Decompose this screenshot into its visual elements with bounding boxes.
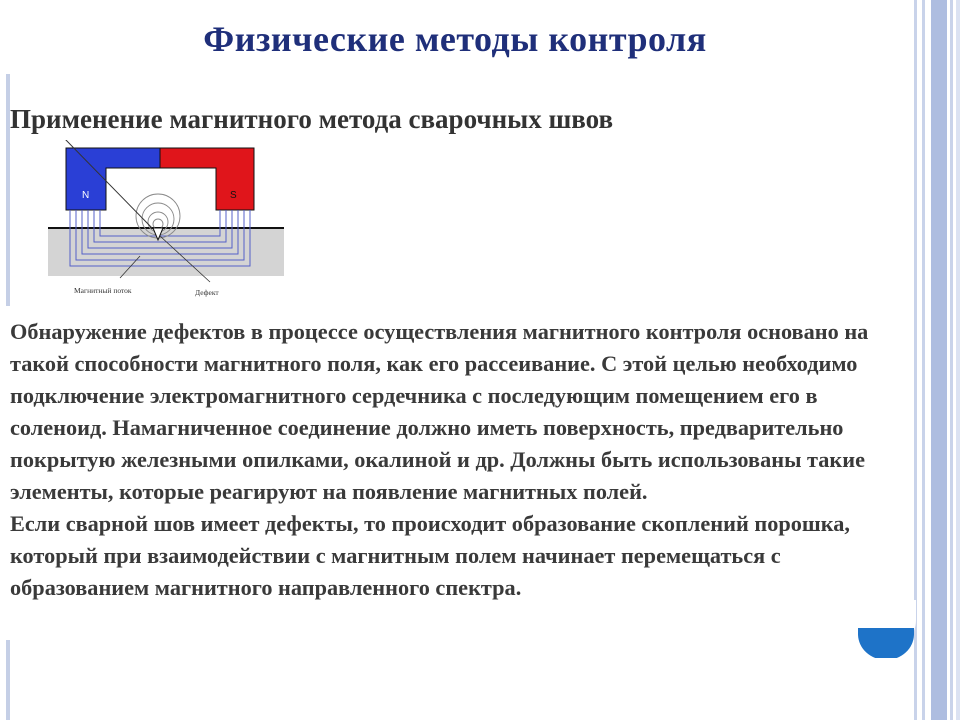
corner-decor-circle bbox=[856, 600, 916, 658]
body-text bbox=[10, 316, 910, 604]
flux-label: Магнитный поток bbox=[74, 286, 132, 295]
magnetic-method-diagram bbox=[40, 140, 300, 305]
pole-south-label: S bbox=[230, 190, 237, 201]
slide-subtitle: Применение магнитного метода сварочных швов bbox=[10, 104, 614, 134]
defect-label: Дефект bbox=[195, 288, 219, 297]
specimen-block bbox=[48, 228, 284, 276]
right-decor-stripes bbox=[914, 0, 960, 720]
pole-north-label: N bbox=[82, 190, 90, 201]
paragraph-2: Если сварной шов имеет дефекты, то происходит образование скоплений порошка, который при взаимодействии с магнитным полем начинает перемещаться с образованием магнитного направленного спектра. bbox=[10, 511, 850, 600]
magnet-north bbox=[66, 148, 160, 210]
left-decor-line-bottom bbox=[6, 640, 10, 720]
paragraph-1: Обнаружение дефектов в процессе осуществления магнитного контроля основано на такой способности магнитного поля, как его рассеивание. С этой целью необходимо подключение электромагнитного сердечника с последующим помещением его в соленоид. Намагниченное соединение должно иметь поверхность, предварительно покрытую железными опилками, окалиной и др. Должны быть использованы такие элементы, которые реагируют на появление магнитных полей. bbox=[10, 319, 869, 504]
slide-title: Физические методы контроля bbox=[203, 19, 707, 59]
